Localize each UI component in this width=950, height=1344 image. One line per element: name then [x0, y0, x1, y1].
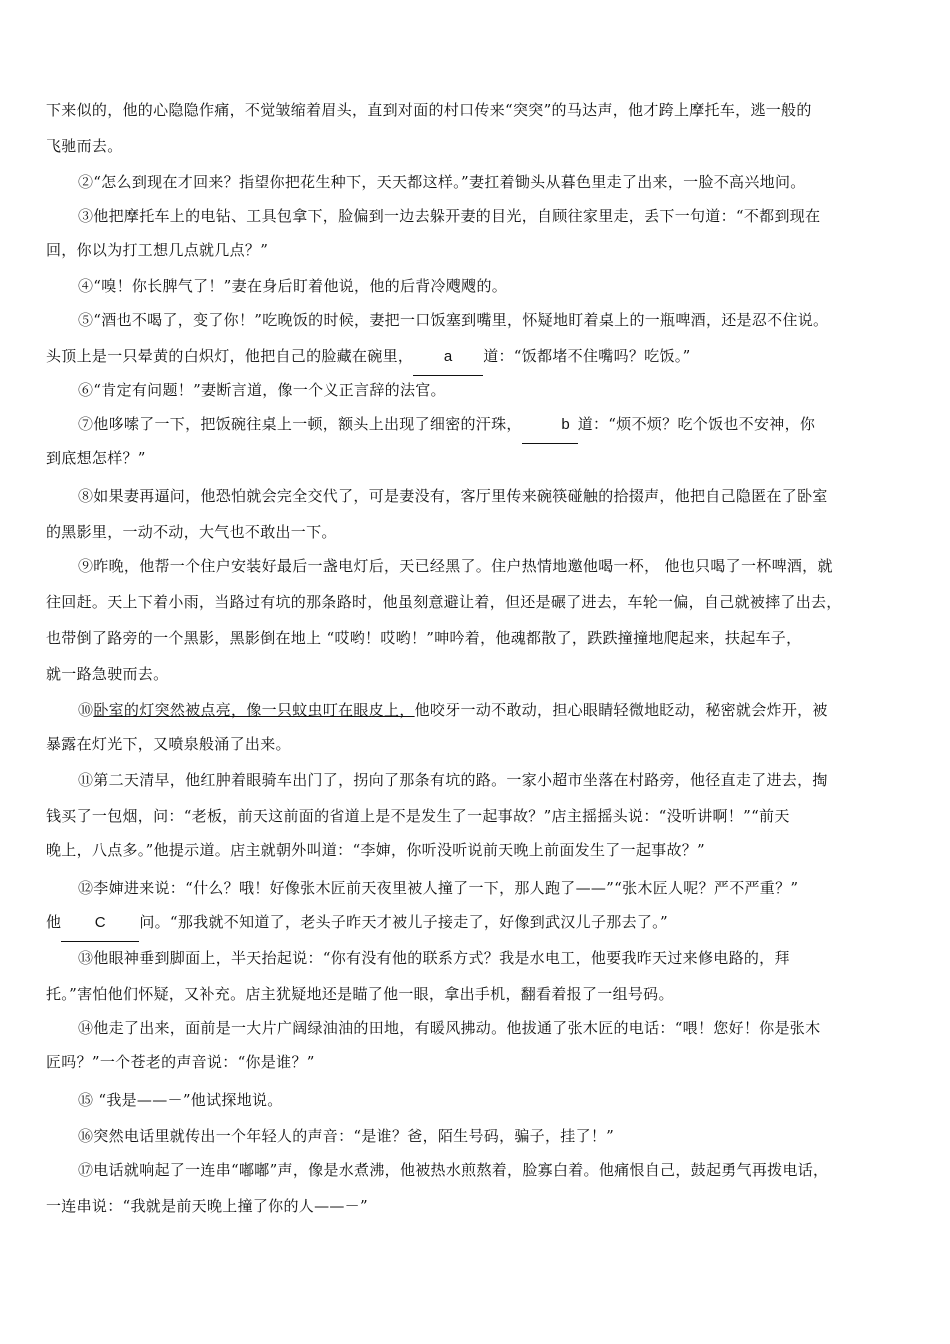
- paragraph-9: ⑨昨晚，他帮一个住户安装好最后一盏电灯后，天已经黑了。住户热情地邀他喝一杯， 他也只喝了一杯啤酒，就: [78, 557, 833, 575]
- paragraph-line: 一连串说：“我就是前天晚上撞了你的人——－”: [46, 1197, 368, 1215]
- paragraph-15: ⑮ “我是——－”他试探地说。: [78, 1091, 283, 1109]
- paragraph-line: 晚上，八点多。”他提示道。店主就朝外叫道：“李婶，你听没听说前天晚上前面发生了一起事故？”: [46, 841, 706, 859]
- text-segment: 他: [46, 913, 62, 931]
- paragraph-12: ⑫李婶进来说：“什么？哦！好像张木匠前天夜里被人撞了一下，那人跑了——”“张木匠人呢？严不严重？”: [78, 879, 799, 897]
- fill-blank-c: C: [61, 905, 139, 942]
- text-segment: ⑦他哆嗦了一下，把饭碗往桌上一顿，额头上出现了细密的汗珠，: [78, 415, 522, 433]
- paragraph-line: 下来似的，他的心隐隐作痛，不觉皱缩着眉头，直到对面的村口传来“突突”的马达声，他才跨上摩托车，逃一般的: [46, 101, 812, 119]
- text-segment: 道：“烦不烦？吃个饭也不安神，你: [577, 415, 816, 433]
- paragraph-line: 钱买了一包烟，问：“老板，前天这前面的省道上是不是发生了一起事故？”店主摇摇头说：“没听讲啊！”“前天: [46, 807, 790, 825]
- paragraph-17: ⑰电话就响起了一连串“嘟嘟”声，像是水煮沸，他被热水煎熬着，脸寡白着。他痛恨自己，鼓起勇气再拨电话，: [78, 1161, 829, 1179]
- paragraph-line: [46, 904, 906, 942]
- paragraph-5: ⑤“酒也不喝了，变了你！”吃晚饭的时候，妻把一口饭塞到嘴里，怀疑地盯着桌上的一瓶啤酒，还是忍不住说。: [78, 311, 829, 329]
- fill-blank-a: a: [413, 339, 483, 376]
- paragraph-16: ⑯突然电话里就传出一个年轻人的声音：“是谁？爸，陌生号码，骗子，挂了！”: [78, 1127, 615, 1145]
- paragraph-line: 回，你以为打工想几点就几点？”: [46, 241, 269, 259]
- text-segment: 问。“那我就不知道了，老头子昨天才被儿子接走了，好像到武汉儿子那去了。”: [139, 913, 668, 931]
- paragraph-6: ⑥“肯定有问题！”妻断言道，像一个义正言辞的法官。: [78, 381, 446, 399]
- paragraph-line: 也带倒了路旁的一个黑影，黑影倒在地上 “哎哟！哎哟！”呻吟着，他魂都散了，跌跌撞撞地爬起来，扶起车子，: [46, 629, 802, 647]
- paragraph-8: ⑧如果妻再逼问，他恐怕就会完全交代了，可是妻没有，客厅里传来碗筷碰触的拾掇声，他把自己隐匿在了卧室: [78, 487, 828, 505]
- paragraph-line: [46, 338, 906, 376]
- paragraph-line: 飞驰而去。: [46, 137, 123, 155]
- text-segment: ⑩: [78, 701, 94, 719]
- paragraph-line: 到底想怎样？”: [46, 449, 146, 467]
- paragraph-line: 匠吗？”一个苍老的声音说：“你是谁？”: [46, 1053, 315, 1071]
- paragraph-3: ③他把摩托车上的电钻、工具包拿下，脸偏到一边去躲开妻的目光，自顾往家里走，丢下一句道：“不都到现在: [78, 207, 821, 225]
- text-segment: 头顶上是一只晕黄的白炽灯，他把自己的脸藏在碗里，: [46, 347, 414, 365]
- paragraph-14: ⑭他走了出来，面前是一大片广阔绿油油的田地，有暖风拂动。他拔通了张木匠的电话：“喂！您好！你是张木: [78, 1019, 821, 1037]
- paragraph-line: 往回赶。天上下着小雨，当路过有坑的那条路时，他虽刻意避让着，但还是碾了进去，车轮一偏，自己就被摔了出去，: [46, 593, 842, 611]
- text-segment: 他咬牙一动不敢动，担心眼睛轻微地眨动，秘密就会炸开，被: [414, 701, 828, 719]
- paragraph-7: [46, 406, 906, 444]
- underlined-sentence: 卧室的灯突然被点亮，像一只蚊虫叮在眼皮上，: [93, 701, 415, 719]
- paragraph-line: 托。”害怕他们怀疑，又补充。店主犹疑地还是瞄了他一眼，拿出手机，翻看着报了一组号码。: [46, 985, 674, 1003]
- fill-blank-b: b: [522, 407, 578, 444]
- paragraph-4: ④“嗅！你长脾气了！”妻在身后盯着他说，他的后背冷飕飕的。: [78, 277, 508, 295]
- paragraph-line: 暴露在灯光下，又喷泉般涌了出来。: [46, 735, 291, 753]
- paragraph-13: ⑬他眼神垂到脚面上，半天抬起说：“你有没有他的联系方式？我是水电工，他要我昨天过来修电路的，拜: [78, 949, 790, 967]
- paragraph-line: 就一路急驶而去。: [46, 665, 169, 683]
- paragraph-line: 的黑影里，一动不动，大气也不敢出一下。: [46, 523, 337, 541]
- text-segment: 道：“饭都堵不住嘴吗？吃饭。”: [483, 347, 691, 365]
- paragraph-2: ②“怎么到现在才回来？指望你把花生种下，天天都这样。”妻扛着锄头从暮色里走了出来，一脸不高兴地问。: [78, 173, 806, 191]
- paragraph-10: [46, 692, 906, 728]
- paragraph-11: ⑪第二天清早，他红肿着眼骑车出门了，拐向了那条有坑的路。一家小超市坐落在村路旁，他径直走了进去，掏: [78, 771, 828, 789]
